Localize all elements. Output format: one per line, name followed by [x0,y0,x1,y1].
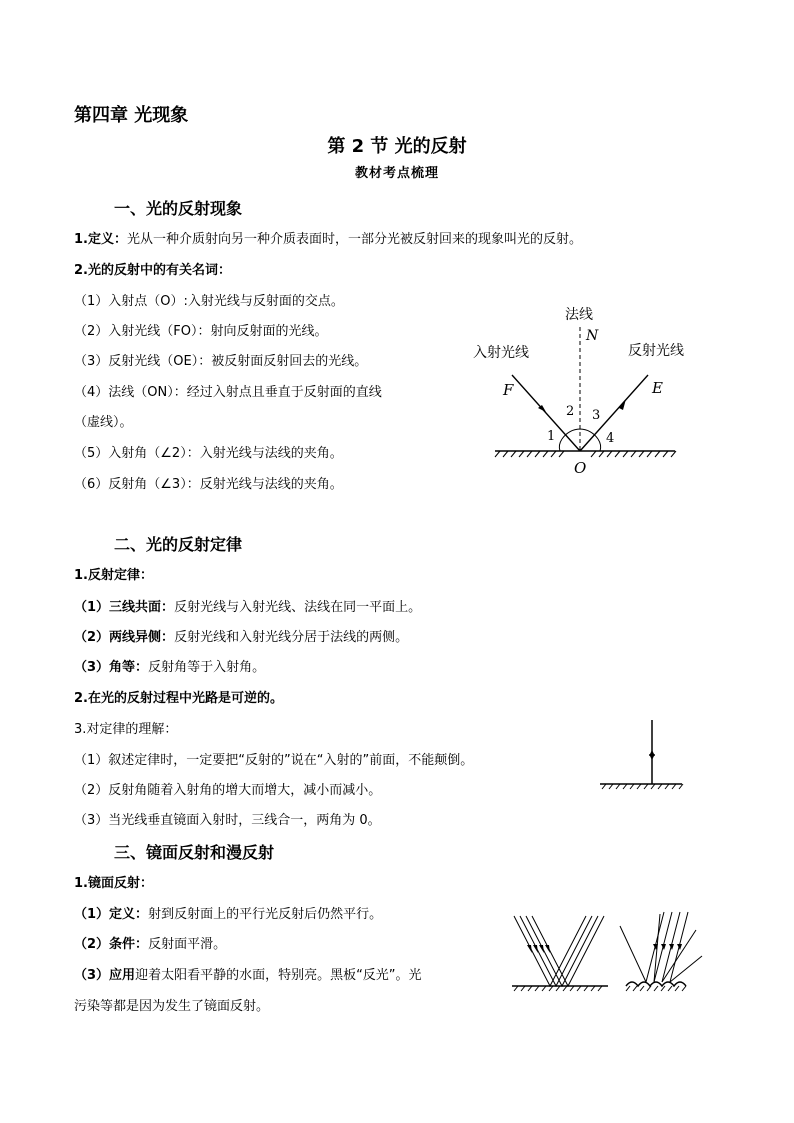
mirror-item-number: （2） [74,937,110,952]
definition-text: 光从一种介质射向另一种介质表面时，一部分光被反射回来的现象叫光的反射。 [127,232,583,247]
term-item: （3）反射光线（OE）：被反射面反射回去的光线。 [74,354,368,369]
section-subtitle: 教材考点梳理 [354,166,439,181]
term-item: （4）法线（ON）：经过入射点且垂直于反射面的直线 [74,385,382,400]
term-item: （6）反射角（∠3）：反射光线与法线的夹角。 [74,477,343,492]
definition-label: 定义： [87,232,127,247]
label-o: O [574,459,587,477]
angle-4-label: 4 [606,431,615,446]
incident-ray-label: 入射光线 [473,345,529,361]
mirror-item-key: 应用 [109,968,136,983]
reversibility-prefix: 2.在光的反射过程中 [74,691,192,706]
understanding-item: （1）叙述定律时，一定要把“反射的”说在“入射的”前面，不能颠倒。 [74,753,474,768]
mirror-item [74,933,226,952]
law-text: 反射光线与入射光线、法线在同一平面上。 [174,600,422,615]
term-item: （5）入射角（∠2）：入射光线与法线的夹角。 [74,446,343,461]
angle-2-label: 2 [566,404,575,419]
law-number: （2） [74,630,110,645]
mirror-item-continuation: 污染等都是因为发生了镜面反射。 [74,999,270,1014]
law-heading: 1.反射定律： [74,568,153,583]
definition-number: 1. [74,232,88,247]
mirror-item-key: 定义： [109,907,149,922]
term-item: （1）入射点（O）:入射光线与反射面的交点。 [74,294,344,309]
law-key: 三线共面： [109,600,175,615]
angle-arc-4 [598,439,601,451]
rough-surface [626,982,686,986]
mirror-item-number: （3） [74,968,110,983]
definition-line [74,228,582,247]
law-key: 两线异侧： [109,630,175,645]
chapter-title: 第四章 光现象 [74,105,189,126]
term-item: （2）入射光线（FO）：射向反射面的光线。 [74,324,328,339]
law-number: （1） [74,600,110,615]
understanding-heading: 3.对定律的理解： [74,722,178,737]
angle-1-label: 1 [547,429,556,444]
heading-reflection-law: 二、光的反射定律 [114,535,243,554]
angle-3-label: 3 [592,408,601,423]
specular-reflection-diagram [510,910,610,996]
reflected-ray-label: 反射光线 [628,343,684,359]
mirror-item [74,964,422,983]
perpendicular-diagram [596,716,686,796]
heading-reflection-phenomenon: 一、光的反射现象 [114,199,243,218]
law-item [74,656,265,675]
up-arrow-icon [649,754,655,760]
mirror-item [74,903,382,922]
mirror-hatching [495,451,676,457]
section-title: 第 2 节 光的反射 [327,136,467,157]
mirror-item-text: 射到反射面上的平行光反射后仍然平行。 [148,907,383,922]
law-item [74,626,408,645]
term-item: （虚线）。 [74,415,133,430]
law-number: （3） [74,660,110,675]
terms-heading: 2.光的反射中的有关名词： [74,263,231,278]
reversibility-key: 光路是可逆的。 [191,691,283,706]
law-item [74,596,421,615]
mirror-reflection-heading: 1.镜面反射： [74,876,153,891]
reflected-arrow-icon [619,399,626,410]
diffuse-reflection-diagram [612,906,704,996]
mirror-item-text: 反射面平滑。 [148,937,227,952]
heading-specular-diffuse: 三、镜面反射和漫反射 [114,843,275,862]
reflection-diagram [470,295,700,485]
understanding-item: （3）当光线垂直镜面入射时，三线合一，两角为 0。 [74,813,381,828]
law-text: 反射角等于入射角。 [148,660,266,675]
angle-arc-1 [559,439,562,451]
understanding-item: （2）反射角随着入射角的增大而增大，减小而减小。 [74,783,382,798]
label-e: E [652,379,663,397]
normal-label: 法线 [565,307,593,323]
surface-hatching [626,986,686,991]
label-f: F [503,381,514,399]
mirror-item-text: 迎着太阳看平静的水面，特别亮。黑板“反光”。光 [135,968,422,983]
mirror-item-number: （1） [74,907,110,922]
reversibility-line [74,687,283,706]
label-n: N [586,328,599,344]
law-text: 反射光线和入射光线分居于法线的两侧。 [174,630,409,645]
law-key: 角等： [109,660,149,675]
mirror-item-key: 条件： [109,937,149,952]
